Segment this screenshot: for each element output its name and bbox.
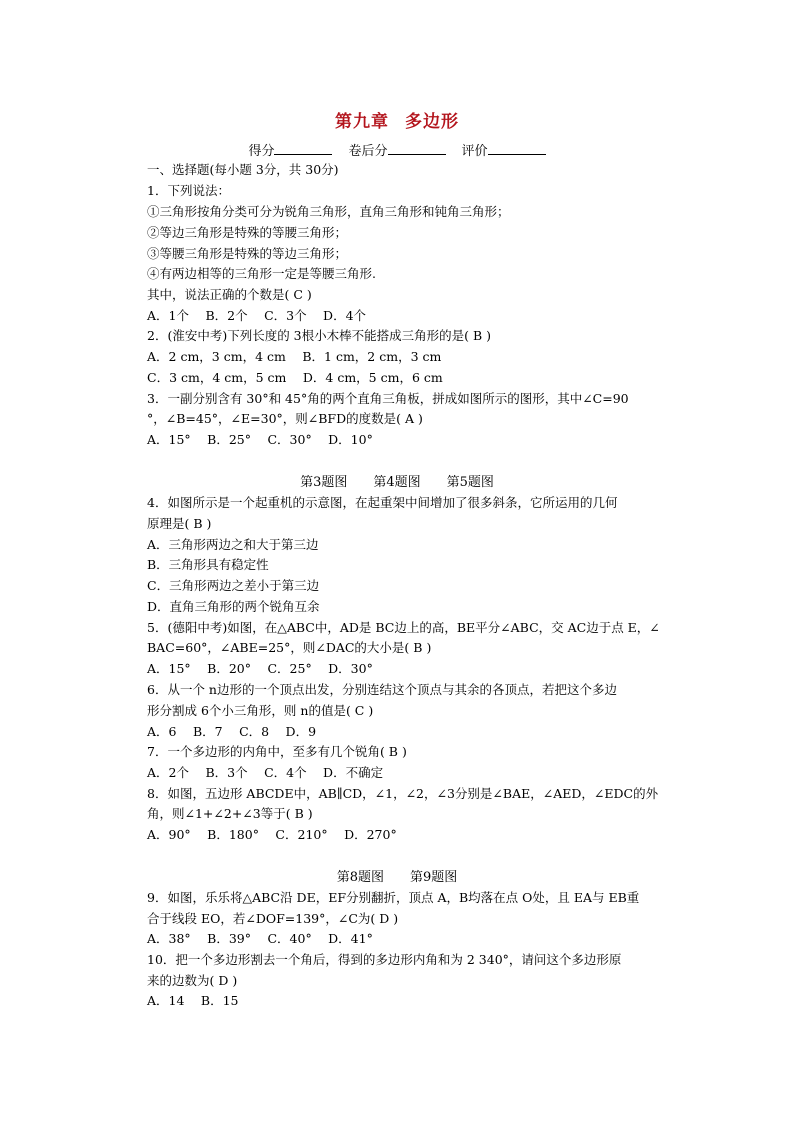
final-score-blank[interactable] [388, 142, 446, 155]
question-3-cont: °，∠B=45°，∠E=30°，则∠BFD的度数是( A ) [147, 411, 423, 426]
chapter-label: 第九章 [335, 112, 389, 132]
question-10-cont: 来的边数为( D ) [147, 973, 238, 988]
document-title [0, 107, 794, 132]
question-1-options: A．1个 B．2个 C．3个 D．4个 [147, 308, 367, 323]
question-1: 1．下列说法： [147, 183, 230, 198]
figure-caption: 第5题图 [446, 475, 494, 490]
question-6-options: A．6 B．7 C．8 D．9 [147, 724, 317, 739]
question-8: 8．如图，五边形 ABCDE中，AB∥CD，∠1，∠2，∠3分别是∠BAE，∠AED，∠EDC的外 [147, 786, 659, 801]
figure-caption: 第3题图 [300, 475, 348, 490]
question-2-options-ab: A．2 cm，3 cm，4 cm B．1 cm，2 cm，3 cm [147, 349, 442, 364]
question-4-cont: 原理是( B ) [147, 516, 212, 531]
question-4-option-c: C．三角形两边之差小于第三边 [147, 578, 320, 593]
figure-caption: 第4题图 [373, 475, 421, 490]
question-9-options: A．38° B．39° C．40° D．41° [147, 931, 373, 946]
question-8-options: A．90° B．180° C．210° D．270° [147, 827, 397, 842]
question-8-cont: 角，则∠1+∠2+∠3等于( B ) [147, 806, 313, 821]
question-4-option-a: A．三角形两边之和大于第三边 [147, 537, 319, 552]
question-4-option-d: D．直角三角形的两个锐角互余 [147, 599, 320, 614]
question-3-options: A．15° B．25° C．30° D．10° [147, 432, 373, 447]
score-blank[interactable] [274, 142, 332, 155]
question-5-cont: BAC=60°，∠ABE=25°，则∠DAC的大小是( B ) [147, 640, 432, 655]
evaluation-blank[interactable] [488, 142, 546, 155]
question-10-options: A．14 B．15 [147, 993, 239, 1008]
figure-caption: 第8题图 [336, 870, 384, 885]
chapter-name: 多边形 [405, 112, 459, 132]
question-7-options: A．2个 B．3个 C．4个 D．不确定 [147, 765, 384, 780]
figure-caption: 第9题图 [410, 870, 458, 885]
question-5-options: A．15° B．20° C．25° D．30° [147, 661, 373, 676]
section-heading: 一、选择题(每小题 3分，共 30分) [147, 162, 339, 177]
statement-2: ②等边三角形是特殊的等腰三角形； [147, 225, 348, 240]
question-10: 10．把一个多边形割去一个角后，得到的多边形内角和为 2 340°，请问这个多边形原 [147, 952, 622, 967]
question-4-option-b: B．三角形具有稳定性 [147, 557, 269, 572]
question-6-cont: 形分割成 6个小三角形，则 n的值是( C ) [147, 703, 374, 718]
question-9-cont: 合于线段 EO，若∠DOF=139°，∠C为( D ) [147, 911, 399, 926]
question-3: 3．一副分别含有 30°和 45°角的两个直角三角板，拼成如图所示的图形，其中∠C=90 [147, 391, 629, 406]
question-7: 7．一个多边形的内角中，至多有几个锐角( B ) [147, 744, 407, 759]
question-5: 5．(德阳中考)如图，在△ABC中，AD是 BC边上的高，BE平分∠ABC，交 AC边于点 E，∠ [147, 620, 660, 635]
question-2: 2．(淮安中考)下列长度的 3根小木棒不能搭成三角形的是( B ) [147, 328, 492, 343]
question-4: 4．如图所示是一个起重机的示意图，在起重架中间增加了很多斜条，它所运用的几何 [147, 495, 618, 510]
statement-4: ④有两边相等的三角形一定是等腰三角形. [147, 266, 376, 281]
statement-3: ③等腰三角形是特殊的等边三角形； [147, 246, 348, 261]
score-label: 得分 [248, 144, 275, 159]
figure-captions-2 [0, 866, 794, 885]
question-2-options-cd: C．3 cm，4 cm，5 cm D．4 cm，5 cm，6 cm [147, 370, 443, 385]
final-score-label: 卷后分 [348, 144, 388, 159]
question-9: 9．如图，乐乐将△ABC沿 DE，EF分别翻折，顶点 A，B均落在点 O处，且 EA与 EB重 [147, 890, 640, 905]
score-bar [0, 140, 794, 159]
statement-1: ①三角形按角分类可分为锐角三角形，直角三角形和钝角三角形； [147, 204, 510, 219]
evaluation-label: 评价 [461, 144, 488, 159]
question-1-prompt: 其中，说法正确的个数是( C ) [147, 287, 312, 302]
question-6: 6．从一个 n边形的一个顶点出发，分别连结这个顶点与其余的各顶点，若把这个多边 [147, 682, 617, 697]
figure-captions-1 [0, 471, 794, 490]
